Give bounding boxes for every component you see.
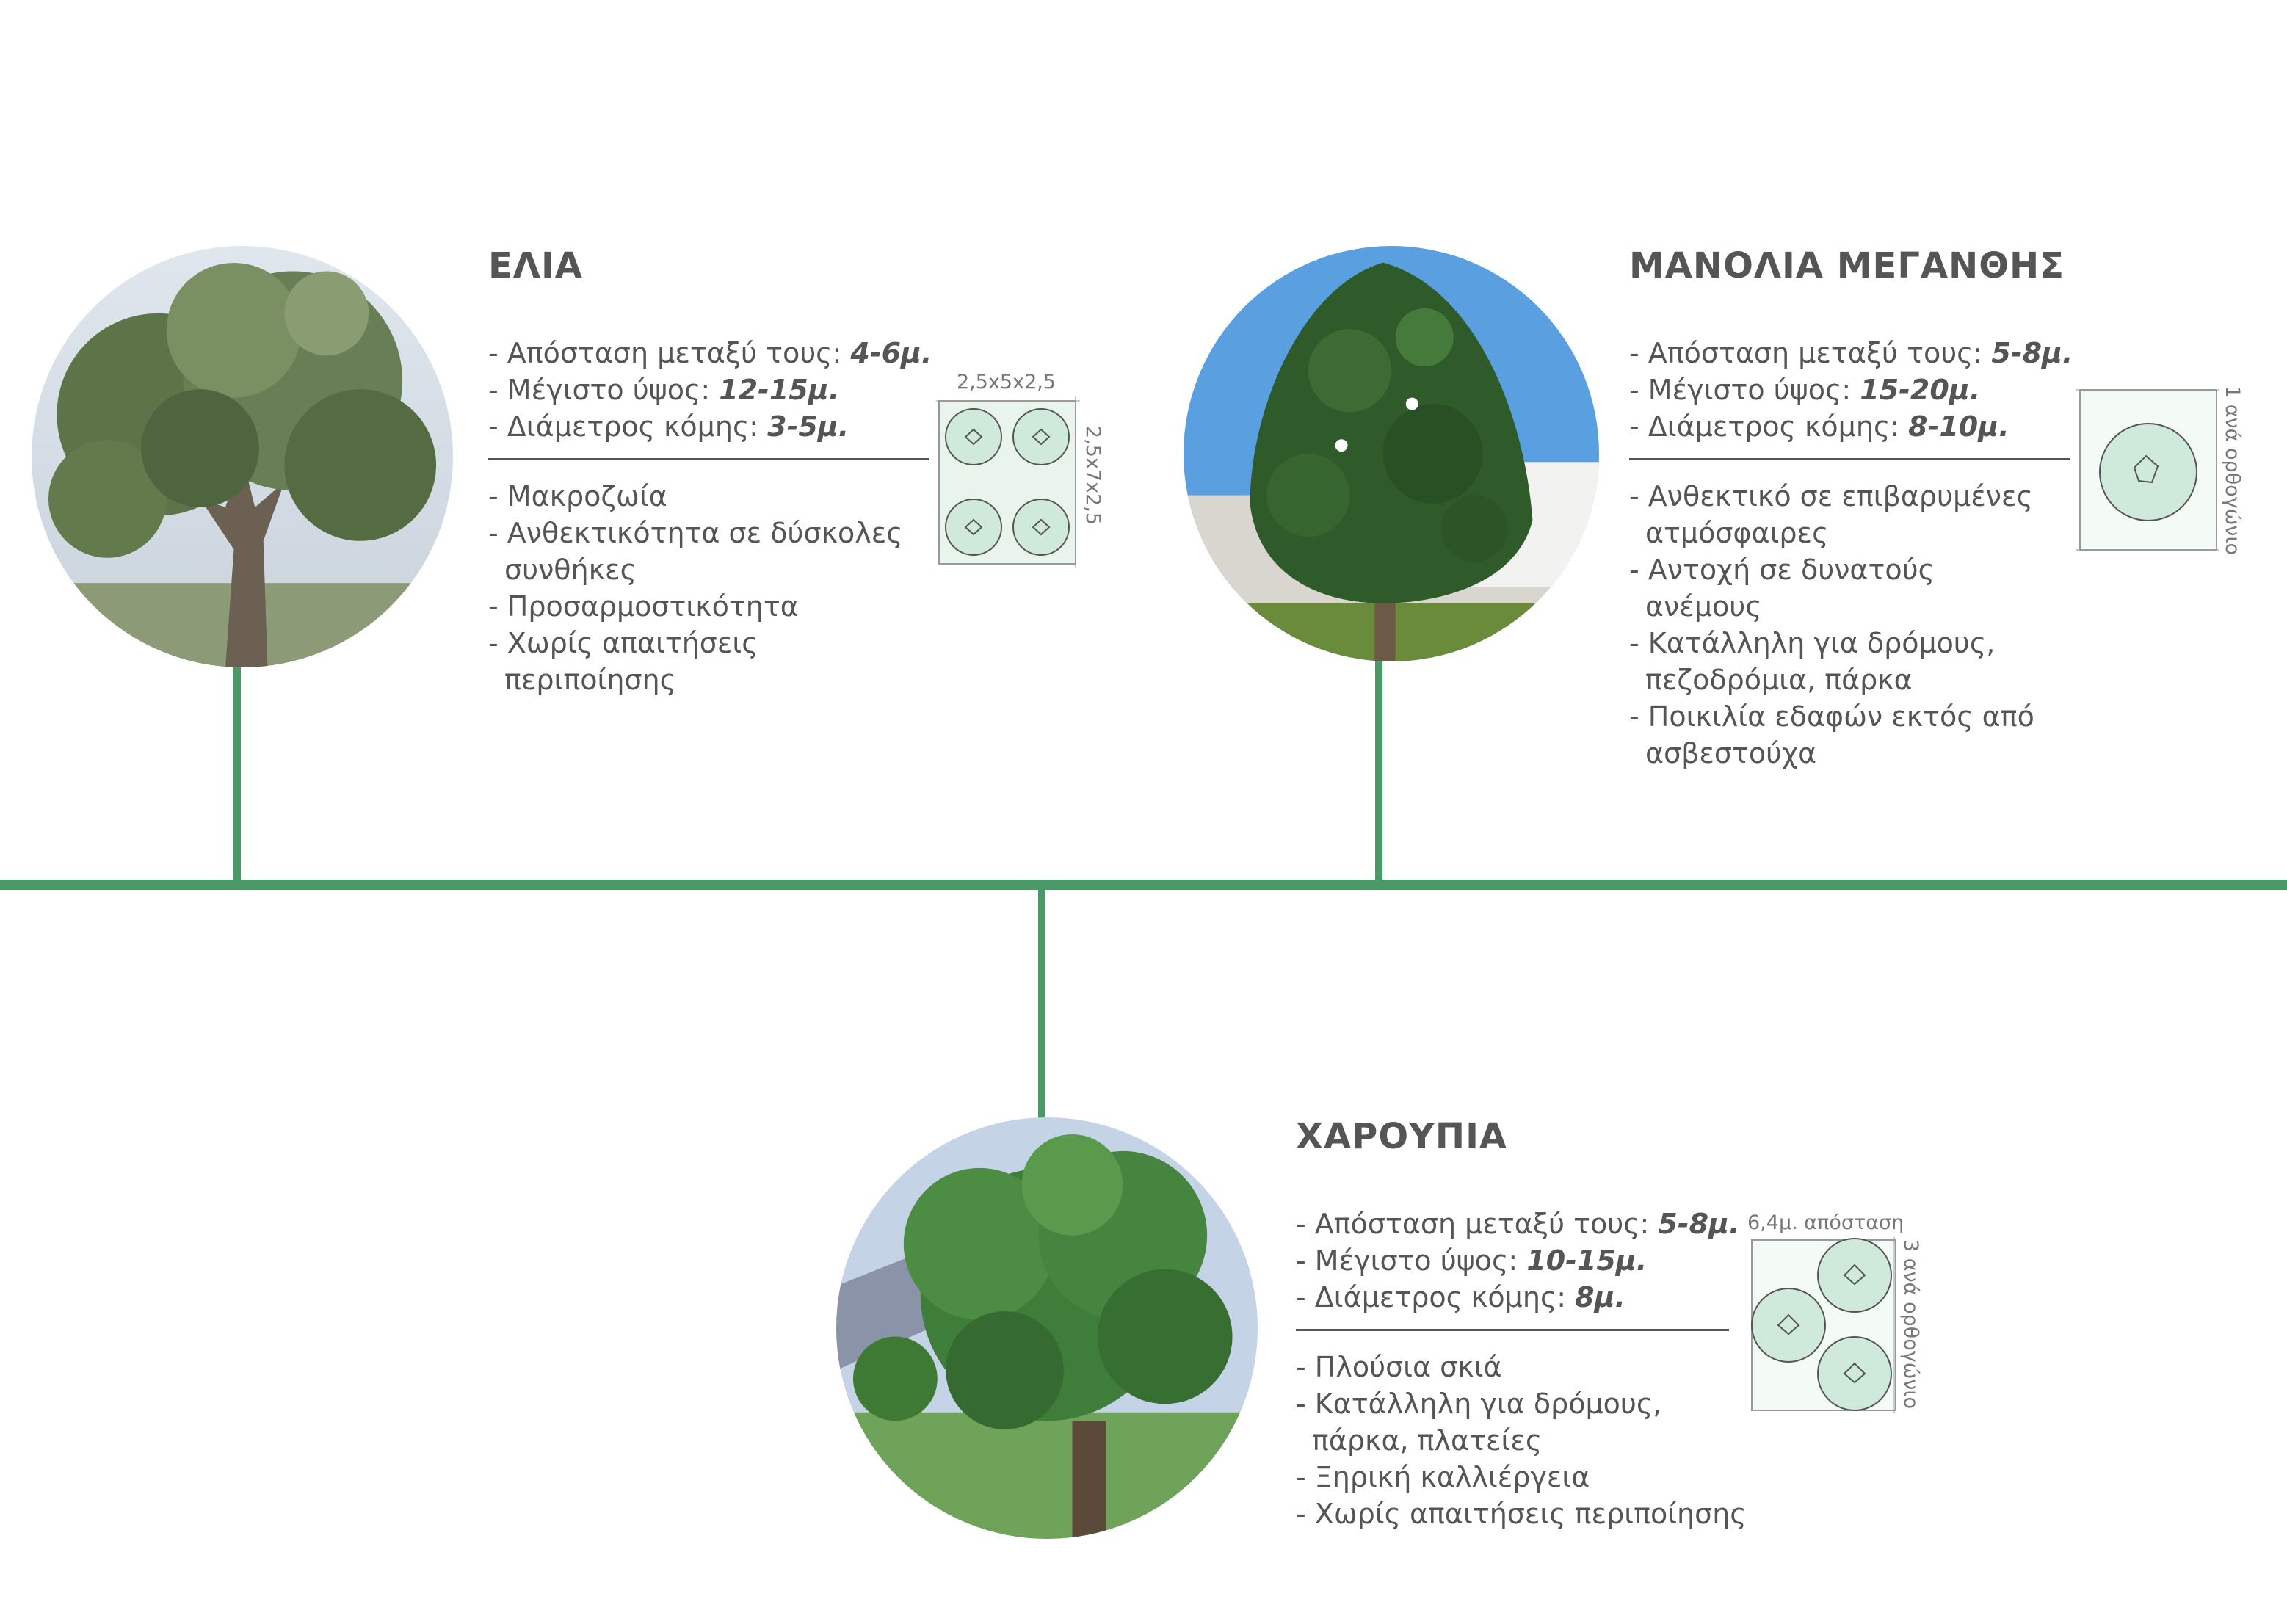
magnolia-planting-plan <box>2076 385 2219 554</box>
olive-title: ΕΛΙΑ <box>488 245 583 286</box>
carob-feature: - Πλούσια σκιά <box>1296 1351 1502 1383</box>
magnolia-info-card <box>1629 245 2073 772</box>
magnolia-title: ΜΑΝΟΛΙΑ ΜΕΓΑΝΘΗΣ <box>1629 245 2065 286</box>
magnolia-feature: - Κατάλληλη για δρόμους, πεζοδρόμια, πάρκα <box>1629 627 1996 696</box>
carob-spec-height: - Μέγιστο ύψος: 10-15μ. <box>1296 1244 1648 1277</box>
olive-divider <box>488 458 929 460</box>
timeline-branch-magnolia <box>1375 661 1382 882</box>
timeline-main-line <box>0 880 2287 890</box>
olive-feature: - Ανθεκτικότητα σε δύσκολες συνθήκες <box>488 517 903 586</box>
olive-plan-top-label: 2,5x5x2,5 <box>957 371 1056 394</box>
olive-spec-height: - Μέγιστο ύψος: 12-15μ. <box>488 374 840 406</box>
magnolia-feature: - Ανθεκτικό σε επιβαρυμένες ατμόσφαιρες <box>1629 480 2033 549</box>
magnolia-features <box>1629 478 2055 772</box>
olive-info-card <box>488 245 932 698</box>
olive-feature: - Μακροζωία <box>488 480 667 512</box>
timeline-branch-olive <box>233 667 241 882</box>
carob-plan-side-label: 3 ανά ορθογώνιο <box>1899 1239 1922 1410</box>
olive-features <box>488 478 929 698</box>
carob-specs <box>1296 1206 1751 1316</box>
carob-feature: - Ξηρική καλλιέργεια <box>1296 1461 1590 1493</box>
olive-feature: - Προσαρμοστικότητα <box>488 590 799 623</box>
magnolia-divider <box>1629 458 2070 460</box>
olive-plan-side-label: 2,5x7x2,5 <box>1081 426 1104 526</box>
magnolia-plan-side-label: 1 ανά ορθογώνιο <box>2221 385 2244 556</box>
magnolia-feature: - Ποικιλία εδαφών εκτός από ασβεστούχα <box>1629 700 2034 769</box>
carob-feature: - Κατάλληλη για δρόμους, πάρκα, πλατείες <box>1296 1388 1662 1457</box>
magnolia-tree-photo <box>1184 246 1599 661</box>
carob-divider <box>1296 1329 1729 1331</box>
carob-title: ΧΑΡΟΥΠΙΑ <box>1296 1116 1508 1157</box>
carob-info-card <box>1296 1116 1751 1532</box>
olive-feature: - Χωρίς απαιτήσεις περιποίησης <box>488 627 758 696</box>
magnolia-spec-distance: - Απόσταση μεταξύ τους: 5-8μ. <box>1629 337 2073 369</box>
carob-feature: - Χωρίς απαιτήσεις περιποίησης <box>1296 1498 1747 1530</box>
magnolia-feature: - Αντοχή σε δυνατούς ανέμους <box>1629 554 1935 623</box>
magnolia-specs <box>1629 335 2073 445</box>
olive-tree-photo <box>32 246 453 667</box>
carob-tree-photo <box>836 1117 1258 1539</box>
magnolia-spec-height: - Μέγιστο ύψος: 15-20μ. <box>1629 374 1981 406</box>
carob-planting-plan <box>1749 1237 1899 1413</box>
olive-spec-crown: - Διάμετρος κόμης: 3-5μ. <box>488 410 849 443</box>
carob-spec-distance: - Απόσταση μεταξύ τους: 5-8μ. <box>1296 1208 1740 1240</box>
magnolia-spec-crown: - Διάμετρος κόμης: 8-10μ. <box>1629 410 2009 443</box>
carob-plan-top-label: 6,4μ. απόσταση <box>1747 1211 1904 1234</box>
olive-spec-distance: - Απόσταση μεταξύ τους: 4-6μ. <box>488 337 932 369</box>
carob-features <box>1296 1349 1751 1532</box>
timeline-branch-carob <box>1038 885 1045 1121</box>
olive-planting-plan <box>936 396 1080 568</box>
carob-spec-crown: - Διάμετρος κόμης: 8μ. <box>1296 1281 1625 1313</box>
olive-specs <box>488 335 932 445</box>
